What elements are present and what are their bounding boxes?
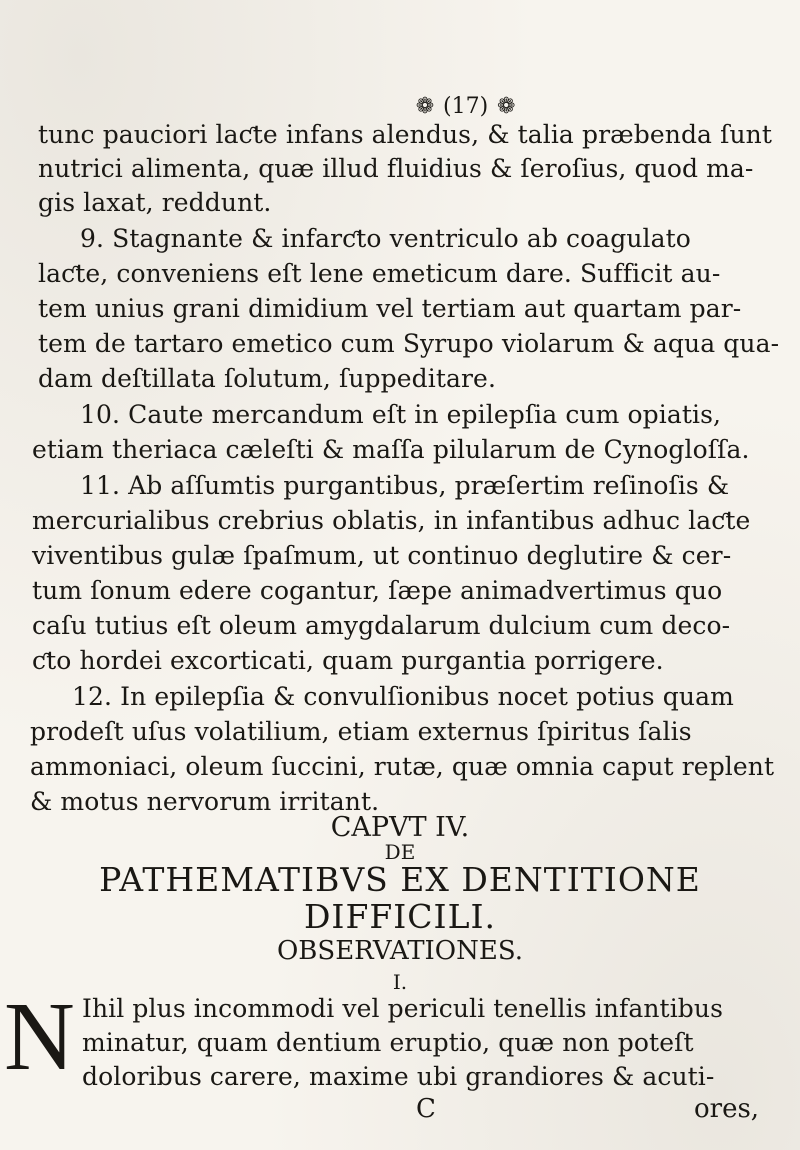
text-line: gis laxat, reddunt. bbox=[38, 188, 272, 217]
chapter-heading: CAPVT IV. bbox=[330, 812, 470, 843]
text-line: etiam theriaca cæleſti & maſſa pilularum de Cynogloſſa. bbox=[32, 435, 750, 464]
text-line: doloribus carere, maxime ubi grandiores & acuti- bbox=[82, 1062, 715, 1091]
section-subtitle: OBSERVATIONES. bbox=[276, 936, 524, 966]
text-line: prodeſt uſus volatilium, etiam externus ſpiritus ſalis bbox=[30, 717, 692, 746]
observation-number: I. bbox=[392, 970, 408, 994]
text-line: dam deſtillata ſolutum, ſuppeditare. bbox=[38, 364, 496, 393]
text-line: Ihil plus incommodi vel periculi tenellis infantibus bbox=[82, 994, 724, 1023]
text-line: 12. In epilepſia & convulſionibus nocet potius quam bbox=[72, 682, 734, 711]
text-line: 11. Ab aſſumtis purgantibus, præſertim reſinoſis & bbox=[80, 471, 730, 500]
text-line: tem de tartaro emetico cum Syrupo violarum & aqua qua- bbox=[38, 329, 780, 358]
chapter-title-line1: PATHEMATIBVS EX DENTITIONE bbox=[99, 860, 701, 899]
text-line: 10. Caute mercandum eſt in epilepſia cum opiatis, bbox=[80, 400, 722, 429]
text-line: viventibus gulæ ſpaſmum, ut continuo deglutire & cer- bbox=[32, 541, 732, 570]
signature-mark: C bbox=[416, 1094, 436, 1124]
chapter-title-line2: DIFFICILI. bbox=[303, 897, 497, 936]
flower-ornament-icon: ❁ bbox=[496, 94, 516, 119]
text-line: nutrici alimenta, quæ illud fluidius & ſeroſius, quod ma- bbox=[38, 154, 754, 183]
drop-cap: N bbox=[4, 983, 75, 1091]
page-number: (17) bbox=[443, 94, 489, 119]
text-line: 9. Stagnante & infarƈto ventriculo ab coagulato bbox=[80, 224, 691, 253]
text-line: caſu tutius eſt oleum amygdalarum dulcium cum deco- bbox=[32, 611, 731, 640]
text-line: tunc pauciori laƈte infans alendus, & talia præbenda ſunt bbox=[38, 120, 772, 149]
text-line: & motus nervorum irritant. bbox=[30, 787, 380, 816]
text-line: tem unius grani dimidium vel tertiam aut quartam par- bbox=[38, 294, 742, 323]
flower-ornament-icon: ❁ bbox=[415, 94, 435, 119]
text-line: ammoniaci, oleum ſuccini, rutæ, quæ omnia caput replent bbox=[30, 752, 775, 781]
text-line: tum ſonum edere cogantur, ſæpe animadvertimus quo bbox=[32, 576, 723, 605]
catchword: ores, bbox=[694, 1094, 760, 1124]
text-line: mercurialibus crebrius oblatis, in infantibus adhuc laƈte bbox=[32, 506, 751, 535]
chapter-de: DE bbox=[384, 840, 416, 864]
text-line: ƈto hordei excorticati, quam purgantia porrigere. bbox=[32, 646, 664, 675]
text-line: laƈte, conveniens eſt lene emeticum dare. Sufficit au- bbox=[38, 259, 721, 288]
text-line: minatur, quam dentium eruptio, quæ non poteſt bbox=[82, 1028, 694, 1057]
